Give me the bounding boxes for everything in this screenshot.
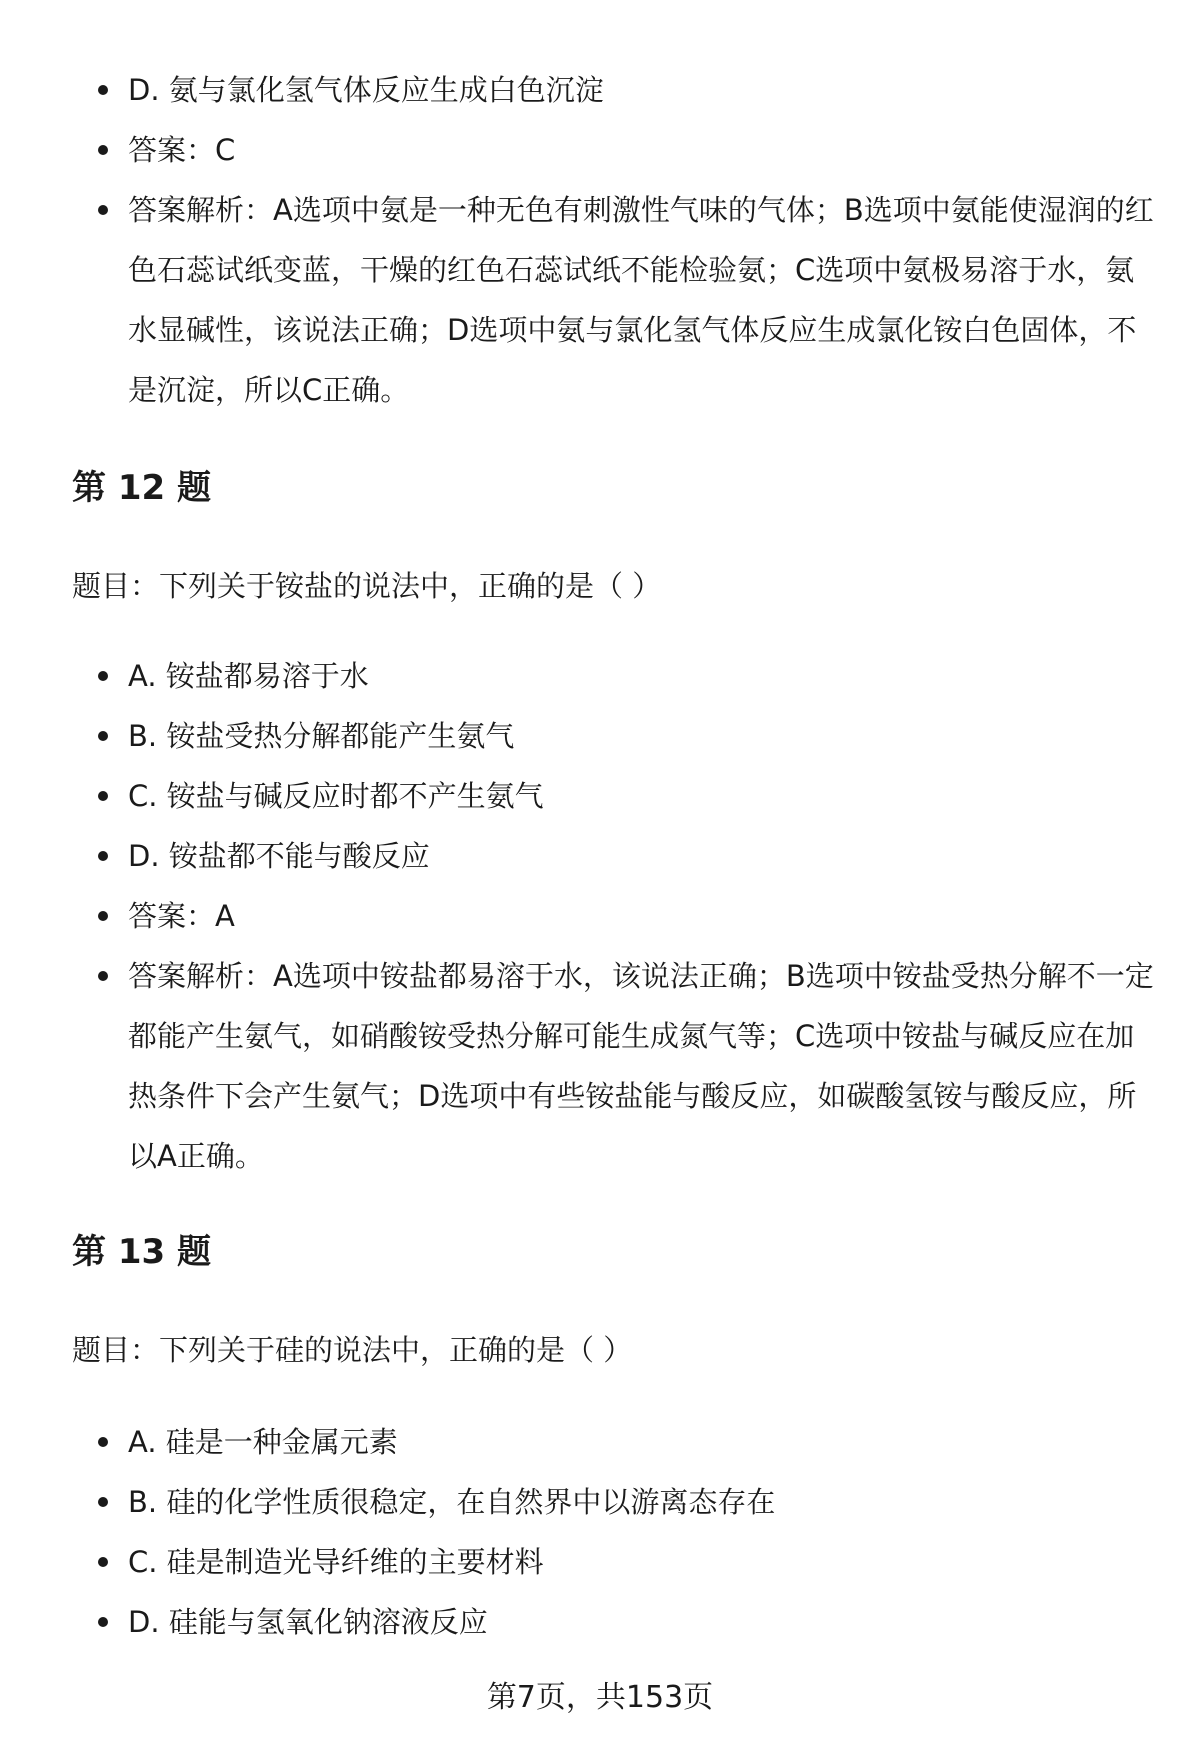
q11-answer: 答案：C — [72, 120, 1162, 180]
q12-list — [72, 646, 1162, 1186]
q12-answer: 答案：A — [72, 886, 1162, 946]
q13-heading: 第 13 题 — [72, 1232, 211, 1272]
q11-option-d: D. 氨与氯化氢气体反应生成白色沉淀 — [72, 60, 1162, 120]
q12-option-a: A. 铵盐都易溶于水 — [72, 646, 1162, 706]
q13-list — [72, 1412, 1162, 1652]
q11-explanation: 答案解析：A选项中氨是一种无色有刺激性气味的气体；B选项中氨能使湿润的红色石蕊试纸变蓝，干燥的红色石蕊试纸不能检验氨；C选项中氨极易溶于水，氨水显碱性，该说法正确；D选项中氨与氯化氢气体反应生成氯化铵白色固体，不是沉淀，所以C正确。 — [72, 180, 1162, 420]
q13-option-a: A. 硅是一种金属元素 — [72, 1412, 1162, 1472]
q13-option-c: C. 硅是制造光导纤维的主要材料 — [72, 1532, 1162, 1592]
q11-tail — [72, 60, 1162, 420]
q12-option-c: C. 铵盐与碱反应时都不产生氨气 — [72, 766, 1162, 826]
q11-list — [72, 60, 1162, 420]
q12-block — [72, 646, 1162, 1186]
q12-stem: 题目：下列关于铵盐的说法中，正确的是（ ） — [72, 569, 662, 603]
q12-option-b: B. 铵盐受热分解都能产生氨气 — [72, 706, 1162, 766]
q12-explanation: 答案解析：A选项中铵盐都易溶于水，该说法正确；B选项中铵盐受热分解不一定都能产生氨气，如硝酸铵受热分解可能生成氮气等；C选项中铵盐与碱反应在加热条件下会产生氨气；D选项中有些铵盐能与酸反应，如碳酸氢铵与酸反应，所以A正确。 — [72, 946, 1162, 1186]
q13-option-d: D. 硅能与氢氧化钠溶液反应 — [72, 1592, 1162, 1652]
q13-stem: 题目：下列关于硅的说法中，正确的是（ ） — [72, 1333, 633, 1367]
page-footer: 第7页，共153页 — [486, 1680, 714, 1715]
q13-option-b: B. 硅的化学性质很稳定，在自然界中以游离态存在 — [72, 1472, 1162, 1532]
q12-option-d: D. 铵盐都不能与酸反应 — [72, 826, 1162, 886]
q13-block — [72, 1412, 1162, 1652]
q12-heading: 第 12 题 — [72, 468, 211, 508]
